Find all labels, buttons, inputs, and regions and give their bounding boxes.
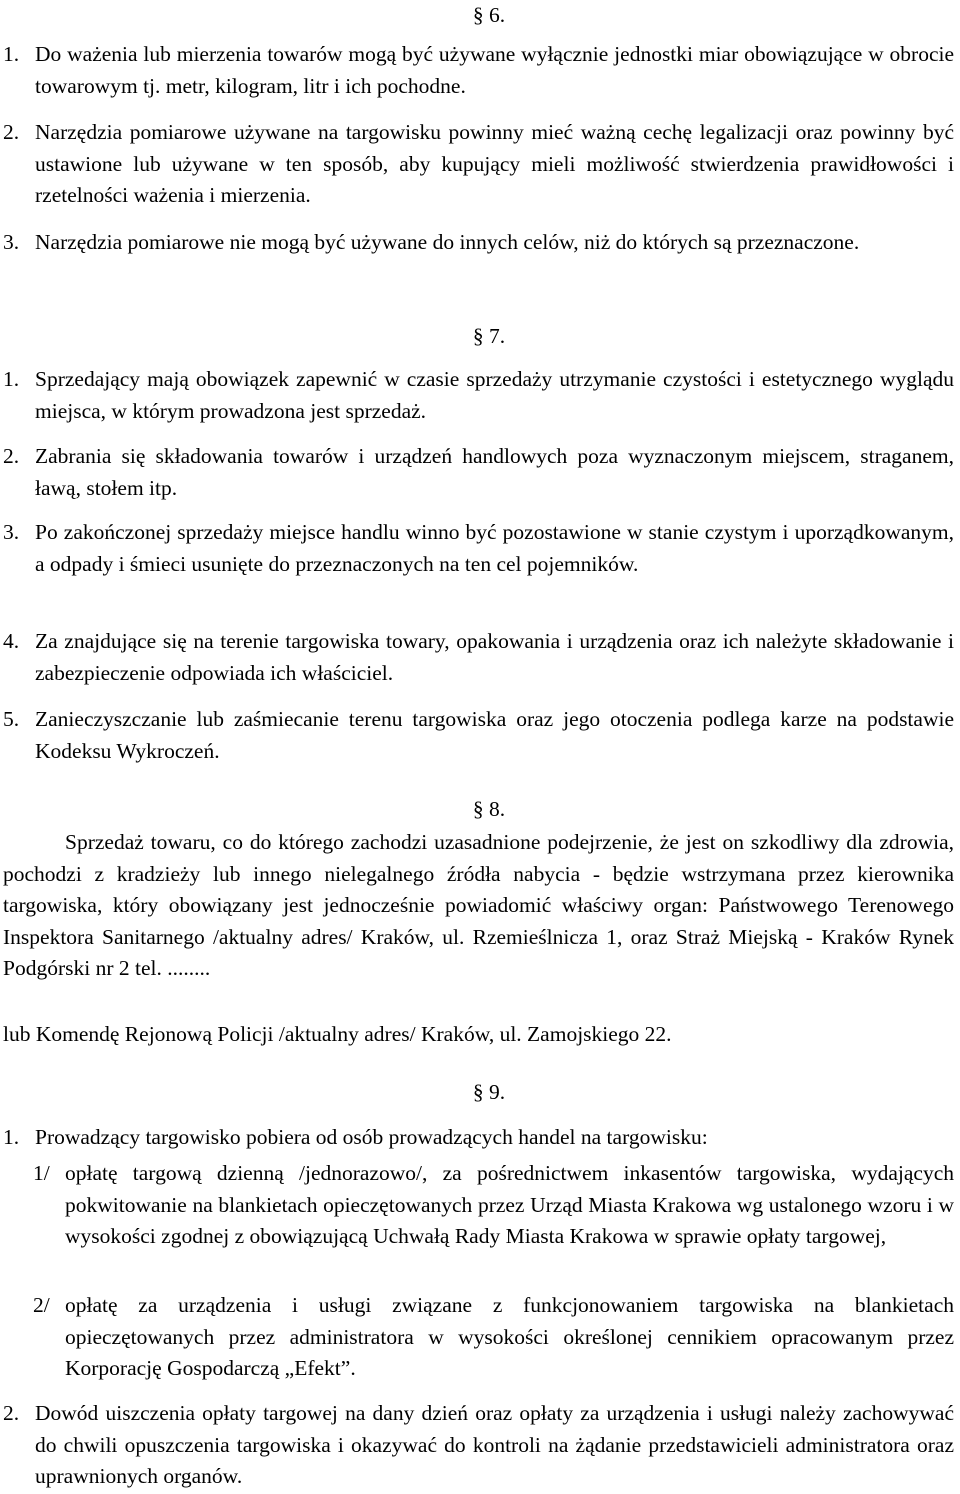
s7-item-4 <box>3 626 954 689</box>
item-number: 1. <box>3 1125 20 1149</box>
paragraph-text: Sprzedaż towaru, co do którego zachodzi uzasadnione podejrzenie, że jest on szkodliwy dla zdrowia, pochodzi z kradzieży lub innego nielegalnego źródła nabycia - będzie wstrzymana przez kierownika targowiska, który obowiązany jest jednocześnie powiadomić właściwy organ: Państwowego Terenowego Inspektora Sanitarnego /aktualny adres/ Kraków, ul. Rzemieślnicza 1, oraz Straż Miejską - Kraków Rynek Podgórski nr 2 tel. ........ <box>3 830 954 980</box>
item-text: Narzędzia pomiarowe używane na targowisku powinny mieć ważną cechę legalizacji oraz powinny być ustawione lub używane w ten sposób, aby kupujący mieli możliwość stwierdzenia prawidłowości i rzetelności ważenia i mierzenia. <box>35 120 954 207</box>
section-number: § 8. <box>472 797 506 821</box>
s8-paragraph <box>3 827 954 985</box>
item-text: Po zakończonej sprzedaży miejsce handlu winno być pozostawione w stanie czystym i uporządkowanym, a odpady i śmieci usunięte do przeznaczonych na ten cel pojemników. <box>35 520 954 576</box>
item-number: 4. <box>3 629 20 653</box>
section-6-heading <box>0 0 960 30</box>
s9-subitem-1 <box>33 1158 954 1253</box>
item-text: Prowadzący targowisko pobiera od osób prowadzących handel na targowisku: <box>35 1125 708 1149</box>
section-number: § 7. <box>472 324 506 348</box>
item-number: 1. <box>3 367 20 391</box>
s8-police-line: lub Komendę Rejonową Policji /aktualny adres/ Kraków, ul. Zamojskiego 22. <box>3 1022 672 1046</box>
s6-item-3 <box>3 227 954 259</box>
item-text: Narzędzia pomiarowe nie mogą być używane do innych celów, niż do których są przeznaczone. <box>35 230 860 254</box>
item-number: 3. <box>3 520 20 544</box>
item-text: Sprzedający mają obowiązek zapewnić w czasie sprzedaży utrzymanie czystości i estetycznego wyglądu miejsca, w którym prowadzona jest sprzedaż. <box>35 367 954 423</box>
s9-subitem-2 <box>33 1290 954 1385</box>
s7-item-2 <box>3 441 954 504</box>
s7-item-3 <box>3 517 954 580</box>
subitem-text: opłatę targową dzienną /jednorazowo/, za pośrednictwem inkasentów targowiska, wydających pokwitowanie na blankietach opieczętowanych przez Urząd Miasta Krakowa wg ustalonego wzoru i w wysokości zgodnej z obowiązującą Uchwałą Rady Miasta Krakowa w sprawie opłaty targowej, <box>65 1161 954 1248</box>
subitem-number: 1/ <box>33 1161 50 1185</box>
item-number: 3. <box>3 230 20 254</box>
item-number: 5. <box>3 707 20 731</box>
s6-item-1 <box>3 39 954 102</box>
section-number: § 6. <box>472 3 506 27</box>
subitem-number: 2/ <box>33 1293 50 1317</box>
subitem-text: opłatę za urządzenia i usługi związane z funkcjonowaniem targowiska na blankietach opieczętowanych przez administratora w wysokości określonej cennikiem opracowanym przez Korporację Gospodarczą „Efekt”. <box>65 1293 954 1380</box>
item-text: Zabrania się składowania towarów i urządzeń handlowych poza wyznaczonym miejscem, straganem, ławą, stołem itp. <box>35 444 954 500</box>
s7-item-5 <box>3 704 954 767</box>
section-number: § 9. <box>472 1080 506 1104</box>
s7-item-1 <box>3 364 954 427</box>
section-8-heading <box>0 794 960 824</box>
item-number: 1. <box>3 42 20 66</box>
s6-item-2 <box>3 117 954 212</box>
item-number: 2. <box>3 444 20 468</box>
s9-item-2 <box>3 1398 954 1493</box>
item-text: Zanieczyszczanie lub zaśmiecanie terenu targowiska oraz jego otoczenia podlega karze na podstawie Kodeksu Wykroczeń. <box>35 707 954 763</box>
item-text: Dowód uiszczenia opłaty targowej na dany dzień oraz opłaty za urządzenia i usługi należy zachowywać do chwili opuszczenia targowiska i okazywać do kontroli na żądanie przedstawicieli administratora oraz uprawnionych organów. <box>35 1401 954 1488</box>
s9-item-1 <box>3 1122 954 1154</box>
section-7-heading <box>0 321 960 351</box>
item-text: Za znajdujące się na terenie targowiska towary, opakowania i urządzenia oraz ich należyte składowanie i zabezpieczenie odpowiada ich właściciel. <box>35 629 954 685</box>
item-text: Do ważenia lub mierzenia towarów mogą być używane wyłącznie jednostki miar obowiązujące w obrocie towarowym tj. metr, kilogram, litr i ich pochodne. <box>35 42 954 98</box>
section-9-heading <box>0 1077 960 1107</box>
item-number: 2. <box>3 120 20 144</box>
item-number: 2. <box>3 1401 20 1425</box>
